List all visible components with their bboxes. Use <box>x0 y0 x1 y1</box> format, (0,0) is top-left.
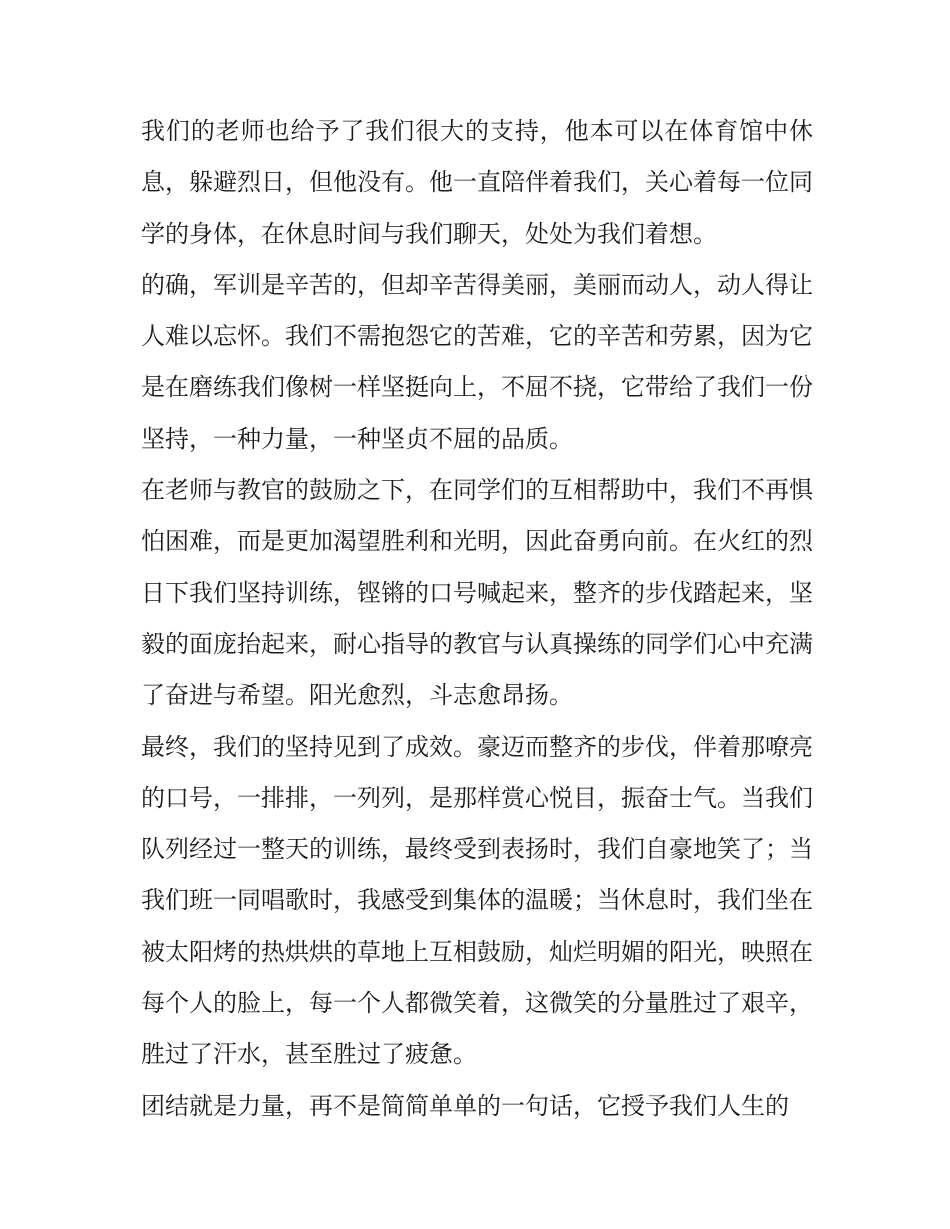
paragraph-teacher-support: 我们的老师也给予了我们很大的支持，他本可以在体育馆中休息，躲避烈日，但他没有。他一直陪伴着我们，关心着每一位同学的身体，在休息时间与我们聊天，处处为我们着想。 <box>141 117 813 248</box>
paragraph-results: 最终，我们的坚持见到了成效。豪迈而整齐的步伐，伴着那嘹亮的口号，一排排，一列列，是那样赏心悦目，振奋士气。当我们队列经过一整天的训练，最终受到表扬时，我们自豪地笑了；当我们班一同唱歌时，我感受到集体的温暖；当休息时，我们坐在被太阳烤的热烘烘的草地上互相鼓励，灿烂明媚的阳光，映照在每个人的脸上，每一个人都微笑着，这微笑的分量胜过了艰辛，胜过了汗水，甚至胜过了疲惫。 <box>141 732 813 1069</box>
paragraph-unity: 团结就是力量，再不是简简单单的一句话，它授予我们人生的 <box>141 1091 789 1120</box>
paragraph-encouragement: 在老师与教官的鼓励之下，在同学们的互相帮助中，我们不再惧怕困难，而是更加渴望胜利和光明，因此奋勇向前。在火红的烈日下我们坚持训练，铿锵的口号喊起来，整齐的步伐踏起来，坚毅的面庞抬起来，耐心指导的教官与认真操练的同学们心中充满了奋进与希望。阳光愈烈，斗志愈昂扬。 <box>141 476 813 710</box>
paragraph-hardship: 的确，军训是辛苦的，但却辛苦得美丽，美丽而动人，动人得让人难以忘怀。我们不需抱怨它的苦难，它的辛苦和劳累，因为它是在磨练我们像树一样坚挺向上，不屈不挠，它带给了我们一份坚持，一种力量，一种坚贞不屈的品质。 <box>141 270 813 453</box>
body-text <box>141 106 813 1132</box>
